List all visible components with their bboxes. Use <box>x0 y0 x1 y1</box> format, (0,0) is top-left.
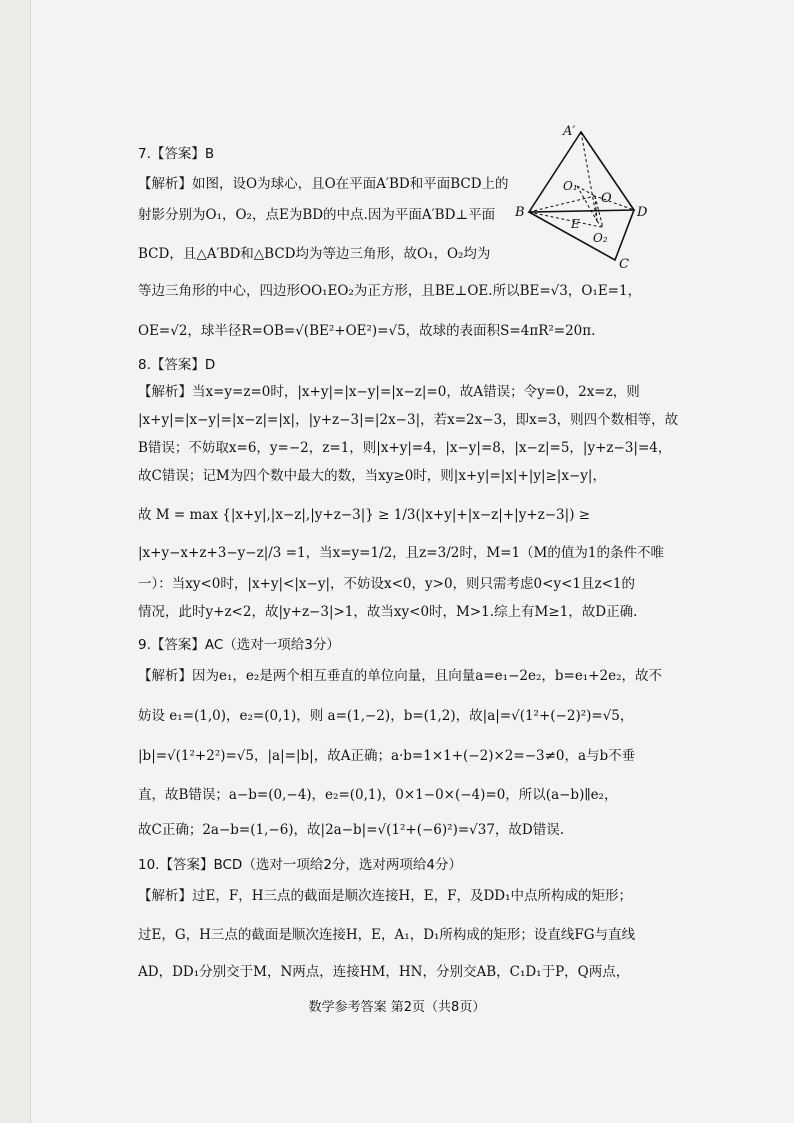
q8-solution-line: |x+y−x+z+3−y−z|/3 =1，当x=y=1/2，且z=3/2时，M=1（M的值为1的条件不唯 <box>138 545 664 561</box>
tetrahedron-figure <box>515 122 675 272</box>
label-C: C <box>619 257 629 272</box>
page-footer: 数学参考答案 第2页（共8页） <box>308 1000 486 1015</box>
label-A-prime: A′ <box>563 124 576 139</box>
q8-answer: 8.【答案】D <box>138 357 216 373</box>
figure-edges <box>529 132 634 260</box>
q7-answer: 7.【答案】B <box>138 146 215 162</box>
q10-answer: 10.【答案】BCD（选对一项给2分，选对两项给4分） <box>138 857 462 873</box>
q8-solution-line: 故 M = max {|x+y|,|x−z|,|y+z−3|} ≥ 1/3(|x+y|+|x−z|+|y+z−3|) ≥ <box>138 507 591 523</box>
q8-solution-line: 故C错误；记M为四个数中最大的数，当xy≥0时，则|x+y|=|x|+|y|≥|x−y|， <box>138 468 606 484</box>
q8-solution-line: 情况，此时y+z<2，故|y+z−3|>1，故当xy<0时，M>1.综上有M≥1，故D正确. <box>138 604 638 620</box>
q9-solution-line: |b|=√(1²+2²)=√5，|a|=|b|，故A正确；a·b=1×1+(−2)×2=−3≠0，a与b不垂 <box>138 748 636 764</box>
q10-solution-line: 过E，G，H三点的截面是顺次连接H，E，A₁，D₁所构成的矩形；设直线FG与直线 <box>138 927 636 943</box>
q7-solution-line: BCD，且△A′BD和△BCD均为等边三角形，故O₁，O₂均为 <box>138 246 491 262</box>
q9-solution-line: 直，故B错误；a−b=(0,−4)，e₂=(0,1)，0×1−0×(−4)=0，所以(a−b)∥e₂， <box>138 787 618 803</box>
q7-solution-line: 等边三角形的中心，四边形OO₁EO₂为正方形，且BE⊥OE.所以BE=√3，O₁E=1， <box>138 283 642 299</box>
q8-solution-line: 【解析】当x=y=z=0时，|x+y|=|x−y|=|x−z|=0，故A错误；令y=0，2x=z，则 <box>138 384 640 400</box>
q10-solution-line: AD，DD₁分别交于M，N两点，连接HM，HN，分别交AB，C₁D₁于P，Q两点， <box>138 964 630 980</box>
q8-solution-line: 一）：当xy<0时，|x+y|<|x−y|，不妨设x<0，y>0，则只需考虑0<y<1且z<1的 <box>138 576 635 592</box>
figure-hidden-lines <box>529 132 634 228</box>
q7-solution-line: 射影分别为O₁，O₂，点E为BD的中点.因为平面A′BD⊥平面 <box>138 207 496 223</box>
q8-solution-line: |x+y|=|x−y|=|x−z|=|x|，|y+z−3|=|2x−3|，若x=2x−3，即x=3，则四个数相等，故 <box>138 412 679 428</box>
q9-solution-line: 【解析】因为e₁，e₂是两个相互垂直的单位向量，且向量a=e₁−2e₂，b=e₁+2e₂，故不 <box>138 668 663 684</box>
q8-solution-line: B错误；不妨取x=6，y=−2，z=1，则|x+y|=4，|x−y|=8，|x−z|=5，|y+z−3|=4， <box>138 440 672 456</box>
q9-solution-line: 妨设 e₁=(1,0)，e₂=(0,1)，则 a=(1,−2)，b=(1,2)，故|a|=√(1²+(−2)²)=√5， <box>138 708 634 724</box>
label-O1: O₁ <box>563 179 578 193</box>
label-O2: O₂ <box>593 231 608 245</box>
label-D: D <box>637 205 648 220</box>
label-E: E <box>571 217 580 231</box>
label-O: O <box>601 191 612 206</box>
q10-solution-line: 【解析】过E，F，H三点的截面是顺次连接H，E，F，及DD₁中点所构成的矩形； <box>138 888 633 904</box>
q9-answer: 9.【答案】AC（选对一项给3分） <box>138 637 340 653</box>
q7-solution-line: 【解析】如图，设O为球心，且O在平面A′BD和平面BCD上的 <box>138 176 509 192</box>
q9-solution-line: 故C正确；2a−b=(1,−6)，故|2a−b|=√(1²+(−6)²)=√37，故D错误. <box>138 822 565 838</box>
q7-solution-line: OE=√2，球半径R=OB=√(BE²+OE²)=√5，故球的表面积S=4πR²=20π. <box>138 323 596 339</box>
label-B: B <box>515 205 525 220</box>
page-edge <box>0 0 31 1123</box>
